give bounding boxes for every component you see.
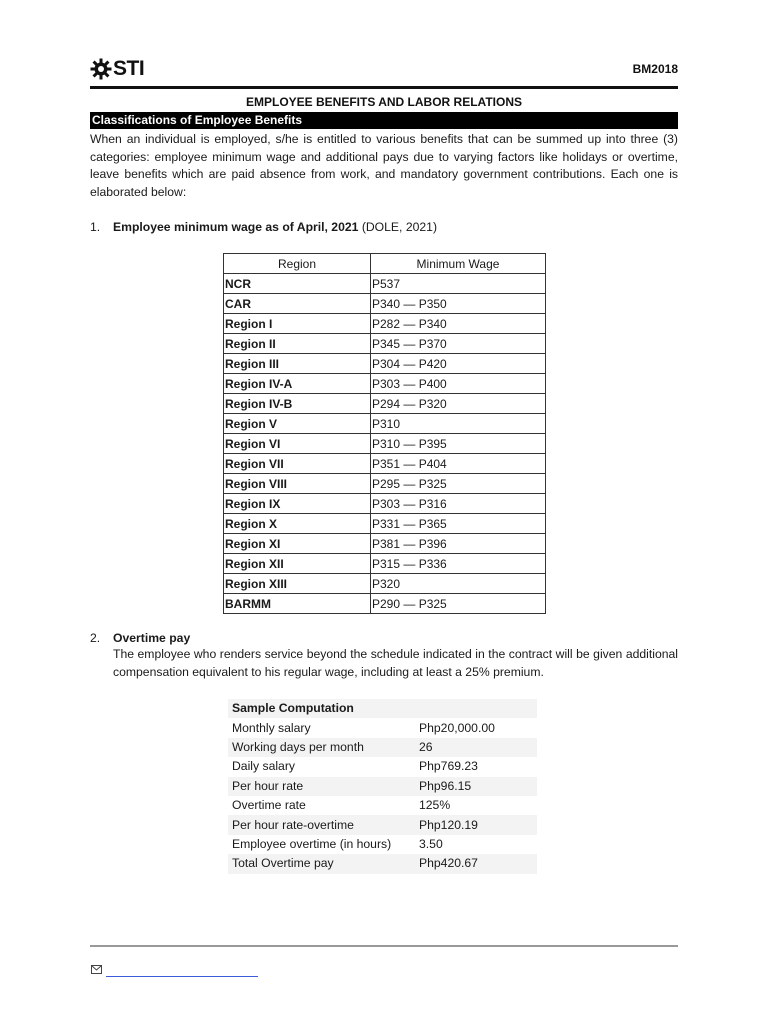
- minimum-wage-cell: P340 — P350: [371, 294, 546, 314]
- region-cell: Region XII: [224, 554, 371, 574]
- minimum-wage-cell: P295 — P325: [371, 474, 546, 494]
- table-row: [224, 454, 546, 474]
- minimum-wage-cell: P310 — P395: [371, 434, 546, 454]
- computation-label: Employee overtime (in hours): [232, 836, 392, 851]
- sample-computation-table: [228, 699, 537, 874]
- computation-label: Total Overtime pay: [228, 854, 415, 873]
- logo-text: STI: [113, 57, 145, 80]
- minimum-wage-cell: P290 — P325: [371, 594, 546, 614]
- region-cell: Region X: [224, 514, 371, 534]
- table-row: [224, 534, 546, 554]
- table-row: [224, 294, 546, 314]
- list-number-2: 2.: [90, 631, 101, 645]
- computation-value: 26: [415, 738, 537, 757]
- region-cell: NCR: [224, 274, 371, 294]
- minimum-wage-cell: P537: [371, 274, 546, 294]
- overtime-paragraph: The employee who renders service beyond the schedule indicated in the contract will be given additional compensation equivalent to his regular wage, including at least a 25% premium.: [113, 647, 678, 679]
- item2-heading: Overtime pay: [113, 631, 191, 645]
- computation-row: [228, 815, 537, 834]
- computation-value: Php769.23: [419, 759, 478, 774]
- minimum-wage-cell: P331 — P365: [371, 514, 546, 534]
- region-cell: Region IV-A: [224, 374, 371, 394]
- minimum-wage-cell: P303 — P316: [371, 494, 546, 514]
- item2-heading-line: [113, 631, 190, 645]
- table-row: [224, 414, 546, 434]
- computation-label: Daily salary: [232, 759, 295, 774]
- table-row: [224, 374, 546, 394]
- minimum-wage-cell: P303 — P400: [371, 374, 546, 394]
- table-row: [224, 574, 546, 594]
- region-cell: Region VI: [224, 434, 371, 454]
- item1-source: (DOLE, 2021): [361, 220, 438, 234]
- footer-divider: [90, 945, 678, 947]
- item1-heading: Employee minimum wage as of April, 2021: [113, 220, 359, 234]
- region-cell: Region IV-B: [224, 394, 371, 414]
- region-cell: Region II: [224, 334, 371, 354]
- computation-heading: Sample Computation: [228, 699, 415, 718]
- computation-row: [228, 854, 537, 873]
- computation-value: 125%: [419, 798, 451, 813]
- minimum-wage-cell: P320: [371, 574, 546, 594]
- minimum-wage-table: [223, 253, 546, 614]
- minimum-wage-cell: P315 — P336: [371, 554, 546, 574]
- minimum-wage-cell: P310: [371, 414, 546, 434]
- table-row: [224, 274, 546, 294]
- table-row: [224, 514, 546, 534]
- table-row: [224, 434, 546, 454]
- table-row: [224, 474, 546, 494]
- computation-label: Working days per month: [228, 738, 415, 757]
- header-divider: [90, 86, 678, 89]
- minimum-wage-cell: P351 — P404: [371, 454, 546, 474]
- column-header-minimum-wage: Minimum Wage: [371, 254, 546, 274]
- region-cell: Region I: [224, 314, 371, 334]
- sti-gear-logo-icon: [90, 58, 112, 80]
- computation-value: Php96.15: [415, 777, 537, 796]
- sti-logo: [90, 56, 144, 82]
- table-row: [224, 494, 546, 514]
- region-cell: Region VII: [224, 454, 371, 474]
- region-cell: Region XI: [224, 534, 371, 554]
- computation-heading-row: [228, 699, 537, 718]
- region-cell: Region V: [224, 414, 371, 434]
- table-row: [224, 554, 546, 574]
- region-cell: Region VIII: [224, 474, 371, 494]
- region-cell: BARMM: [224, 594, 371, 614]
- document-code: BM2018: [632, 62, 678, 76]
- table-row: [224, 314, 546, 334]
- minimum-wage-cell: P304 — P420: [371, 354, 546, 374]
- column-header-region: Region: [224, 254, 371, 274]
- computation-row: [228, 835, 537, 854]
- minimum-wage-cell: P294 — P320: [371, 394, 546, 414]
- computation-label: Per hour rate-overtime: [228, 815, 415, 834]
- region-cell: Region XIII: [224, 574, 371, 594]
- computation-label: Per hour rate: [228, 777, 415, 796]
- section-heading: Classifications of Employee Benefits: [90, 112, 678, 129]
- region-cell: Region III: [224, 354, 371, 374]
- computation-label: Monthly salary: [232, 720, 311, 735]
- computation-row: [228, 718, 537, 737]
- region-cell: Region IX: [224, 494, 371, 514]
- minimum-wage-cell: P282 — P340: [371, 314, 546, 334]
- list-number-1: 1.: [90, 220, 101, 234]
- page-title: EMPLOYEE BENEFITS AND LABOR RELATIONS: [245, 95, 522, 109]
- minimum-wage-cell: P381 — P396: [371, 534, 546, 554]
- region-cell: CAR: [224, 294, 371, 314]
- item1-heading-line: [113, 220, 437, 234]
- computation-row: [228, 757, 537, 776]
- table-row: [224, 394, 546, 414]
- computation-value: Php120.19: [415, 815, 537, 834]
- table-row: [224, 334, 546, 354]
- table-row: [224, 594, 546, 614]
- computation-row: [228, 777, 537, 796]
- minimum-wage-cell: P345 — P370: [371, 334, 546, 354]
- footer-email-link[interactable]: [106, 976, 258, 977]
- computation-row: [228, 796, 537, 815]
- computation-value: 3.50: [419, 836, 443, 851]
- computation-label: Overtime rate: [232, 798, 306, 813]
- computation-value: Php20,000.00: [419, 720, 495, 735]
- table-header-row: [224, 254, 546, 274]
- intro-paragraph: When an individual is employed, s/he is entitled to various benefits that can be summed up into three (3) categories: employee minimum wage and additional pays due to varying factors like holidays or overtime, leave benefits which are paid absence from work, and mandatory government contributions. Each one is elaborated below:: [90, 132, 678, 199]
- computation-row: [228, 738, 537, 757]
- table-row: [224, 354, 546, 374]
- envelope-icon: [91, 965, 102, 974]
- computation-value: Php420.67: [415, 854, 537, 873]
